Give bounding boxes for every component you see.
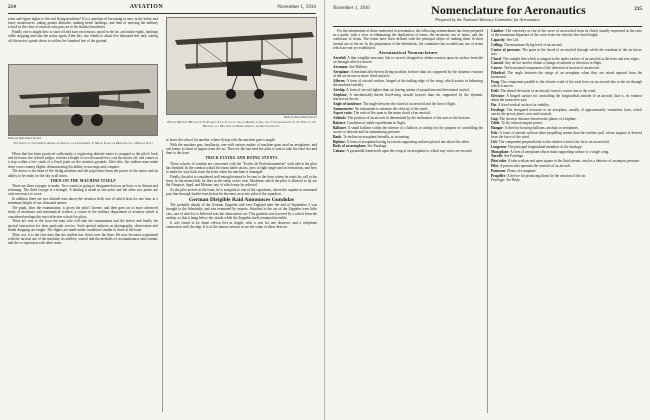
glossary-definition: The angle between the wings of an aeroplane when they are raised upward from the horizontal. xyxy=(491,70,642,80)
glossary-entry: Airplane: A mechanically-driven fixed-wing aircraft heavier than air, supported by the dynamic reaction of the air. xyxy=(333,92,483,102)
glossary-entry: Center of pressure: The point in the chord of an aerofoil through which the resultant of the air forces acts. xyxy=(491,47,642,56)
glossary-term: Monoplane xyxy=(491,149,509,154)
glossary-entry: Dihedral: The angle between the wings of an aeroplane when they are raised upward from the horizontal. xyxy=(491,70,642,80)
page-number: 215 xyxy=(634,6,642,12)
glossary-term: Aspect ratio xyxy=(333,111,352,116)
glossary-entry: Airship: A form of aircraft lighter than air, having means of propulsion and directional control. xyxy=(333,88,470,93)
glossary-term: Aileron xyxy=(333,79,345,84)
section-heading: TRICK FLYING AND DOING STUNTS xyxy=(205,156,278,161)
photo-credit: Photo by Kean Naeve Service xyxy=(8,137,42,140)
glossary-term: Aeronaut xyxy=(333,65,348,70)
glossary-entry: Attitude: The position of an aircraft as determined by the inclination of the axes to the horizon. xyxy=(333,116,471,121)
glossary-definition: A form of aircraft without other propelling means than the towline pull, whose support is derived from the force of the wind. xyxy=(491,130,642,140)
glossary-term: Course xyxy=(491,66,502,71)
glossary-definition: The lateral deviation of an aircraft from its course due to the wind. xyxy=(500,88,597,93)
paragraph: There are sent to the front the men who will take the examination and the brevet and finally the special instruction for their particular service. Such special subjects as photography, observation and bomb dropping are taught. The flights are made under conditions similar to those at the front. xyxy=(8,219,158,232)
glossary-entry: Drift: The lateral deviation of an aircraft from its course due to the wind. xyxy=(491,88,597,93)
glossary-term: Pitot tube xyxy=(491,159,507,164)
glossary-term: Attitude xyxy=(333,116,346,121)
glossary-definition: A hinged surface for controlling the longitudinal attitude of an aircraft; that is, its rotation about the transverse axis. xyxy=(491,93,642,102)
glossary-term: Ballonet xyxy=(333,125,346,130)
glossary-definition: The angle between the chord of an aerofoil and the line of flight. xyxy=(363,101,456,106)
glossary-definition: The maximum flying level of an aircraft. xyxy=(503,42,563,47)
article-heading: German Dirigible Raid Announces Gondolas xyxy=(188,196,295,203)
section-heading: THEN ON THE MACHINE ITSELF xyxy=(50,178,116,183)
glossary-entry: Cabane: A pyramidal framework upon the wing of an aeroplane to which stay wires are secured. xyxy=(333,149,473,154)
glossary-definition: The position of an aircraft as determined by the inclination of the axes to the horizon. xyxy=(347,116,471,121)
glossary-term: Balance xyxy=(333,121,346,125)
glossary-definition: The convexity or rise of the curve of an aerofoil from its chord, usually expressed as the ratio of the maximum departure of the curve from the chord to the chord length. xyxy=(491,29,642,38)
glossary-definition: See Fuselage. xyxy=(504,154,524,159)
glossary-entry: Chord: The straight line which is tangent to the under surface of an aerofoil at the front and rear edges. xyxy=(491,56,640,61)
glossary-term: Elevator xyxy=(491,93,505,98)
section-heading: Aeronautical Nomenclature xyxy=(378,50,438,56)
glossary-term: Capacity xyxy=(491,38,505,42)
glossary-entry: Body of an aeroplane: See Fuselage. xyxy=(333,144,388,149)
glossary-entry: Biplane: A form of aeroplane having two main supporting surfaces placed one above the other. xyxy=(333,139,470,144)
glossary-definition: A mechanically-driven flying machine, heavier than air, supported by the dynamic reaction of the air on one or more fixed surfaces. xyxy=(333,70,483,79)
glossary-definition: A form of aircraft surface, hinged at the trailing edge of the wing, which assists in balancing the machine laterally. xyxy=(333,79,483,88)
glossary-definition: A person who operates the controls of an aircraft. xyxy=(499,163,571,168)
paragraph: Finally one is taught how to start off and start each motor, spiral in the air, and make eights, landings while stopping and start the motor again. After this, one climbs to about five thousand feet, and, cutting off the motor, spirals down to within five hundred feet of the ground. xyxy=(8,30,158,43)
glossary-entry: Hangar: A shed for housing balloons, airships or aeroplanes. xyxy=(491,126,579,131)
glossary-entry: Ceiling: The maximum flying level of an aircraft. xyxy=(491,42,563,47)
glossary-definition: See Fuselage. xyxy=(367,144,388,149)
glossary-term: Body of an aeroplane xyxy=(333,144,366,149)
paragraph: Finally the pilot is considered well enough trained to be sent to the front where he waits his call to the front. In the meanwhile, he flies in the camp on his own. Machines which the pilot is allowed to fly are the Nieuport, Spad, and Morane, any of which may be selected. xyxy=(166,174,317,188)
glossary-term: Propeller xyxy=(491,173,506,178)
glossary-term: Pilot xyxy=(491,163,499,168)
glossary-entry: Aeroplane: A mechanically-driven flying machine, heavier than air, supported by the dynamic reaction of the air on one or more fixed surfaces. xyxy=(333,70,483,79)
photo-french-biplane xyxy=(166,17,317,115)
glossary-term: Airship xyxy=(333,88,345,93)
glossary-entry: Aerofoil: A thin winglike structure, flat or curved, designed to obtain reaction upon its surface from the air through which it moves. xyxy=(333,56,483,65)
glossary-definition: A device for producing thrust by the reaction of the air. xyxy=(507,173,587,178)
glossary-list xyxy=(333,56,483,153)
glossary-definition: See Balloon. xyxy=(349,65,368,70)
paragraph: For the information of those interested in aeronautics, the following nomenclature has been prepared as a guide, with a view to eliminating the duplication of terms, the erroneous use of terms, and the confusion of terms. The terms have been defined with the principal object of making them fit their normal use in the art. In the preparation of the definitions, the committee has avoided any use of terms which are not yet established. xyxy=(333,29,483,50)
aeroplane-photo-image xyxy=(9,65,158,136)
glossary-entry: Bank: To incline an aeroplane laterally, as in turning. xyxy=(333,134,410,139)
glossary-term: Center of pressure xyxy=(491,47,520,52)
glossary-entry: Fuselage: The elongated structure of an aeroplane, usually of approximately streamline form, which carries the power plant, crew and controls. xyxy=(491,107,642,116)
photo-caption: French Military Biplane of the Farman Type. It has no fins or Rudder of Ae, and it's Concentrated on the Wing of the Machine as a Machine for Bombardments and Reconnaissance. xyxy=(167,120,316,128)
glossary-definition: The ratio of the span to the mean chord of an aerofoil. xyxy=(353,111,432,116)
left-col1-top xyxy=(8,17,158,62)
glossary-definition: A thin winglike structure, flat or curved, designed to obtain reaction upon its surface from the air through which it moves. xyxy=(333,56,483,65)
footer-note: Fuselage: See Body. xyxy=(491,178,521,183)
glossary-term: Kite xyxy=(491,130,498,135)
glossary-entry: Capacity: See Lift. xyxy=(491,38,520,42)
paragraph: The pupil, after the examination, is given the pilot's license, and then goes on to more advanced study of machines and aeronautical science, a course in the military department of aviation which is considered perhaps the most effective school for pilots. xyxy=(8,206,158,219)
paragraph: Then, too, it is the first time that the student has flown over the lines. He now becomes acquainted with the tactical use of the machine, its artillery control and the methods of reconnaissance and combat, and the co-operation with other arms. xyxy=(8,232,158,246)
glossary-entry: Anemometer: An instrument to measure the velocity of the wind. xyxy=(333,106,428,111)
photo-caption: The Spouts in this German Aeroplane Appear to be Unfinished. It Might Easily be Mistaken for a Bergius Walt xyxy=(13,141,153,145)
glossary-definition: The component parallel to the relative wind of the total force on an aircraft due to the air through which it moves. xyxy=(491,79,642,89)
glossary-list xyxy=(491,29,642,178)
page-header xyxy=(333,4,642,24)
glossary-entry: Elevator: A hinged surface for controlling the longitudinal attitude of an aircraft; that is, its rotation about the transverse axis. xyxy=(491,93,642,102)
glossary-term: Cabane xyxy=(333,149,345,154)
glossary-definition: A fixed vertical surface for stability. xyxy=(497,102,550,107)
glossary-term: Drift xyxy=(491,88,499,93)
glossary-entry: Course: The horizontal component of the direction of motion of an aircraft. xyxy=(491,66,600,71)
glossary-definition: A tube with an end open square to the fluid stream, used as a detector of an impact pressure. xyxy=(507,159,641,164)
header-rule xyxy=(333,26,642,27)
glossary-entry: Pilot: A person who operates the controls of an aircraft. xyxy=(491,163,571,168)
glossary-definition: A form of aeroplane whose main supporting surface is a single wing. xyxy=(510,149,610,154)
glossary-term: Gap xyxy=(491,116,498,121)
glossary-term: Camber xyxy=(491,29,504,33)
glossary-entry: Kite: A form of aircraft without other propelling means than the towline pull, whose support is derived from the force of the wind. xyxy=(491,130,642,140)
glossary-term: Control xyxy=(491,61,503,66)
glossary-definition: The principal longitudinal members of the fuselage. xyxy=(507,144,583,149)
glossary-entry: Drag: The component parallel to the relative wind of the total force on an aircraft due to the air through which it moves. xyxy=(491,79,642,89)
glossary-definition: A pyramidal framework upon the wing of an aeroplane to which stay wires are secured. xyxy=(346,149,473,154)
paragraph: turns and figure eights to the real flying machines! It is a question of becoming at once in the better and fancy manoeuvres, taking greater altitudes, making better landings, and then of entering the military school in the class of aviators who pass on to the finished machines. xyxy=(8,17,158,30)
paragraph: These schools of combat are concerned with the "Ecoles de Perfectionnement" with which the pilot has finished. In the combat school he learns battle tactics, how to fight single and in formations, and how to make his way back from the front when his machine is damaged. xyxy=(166,161,317,175)
page-header xyxy=(8,4,316,14)
photo-german-aeroplane xyxy=(8,64,158,136)
glossary-entry: Nacelle: See Fuselage. xyxy=(491,154,524,159)
glossary-entry: Glide: To fly without engine power. xyxy=(491,121,543,126)
paragraph: It was found to be about eleven feet in length, with a seat for one observer, and a telephone connection with the ship. It is of the utmost interest to see the value of these devices. xyxy=(166,220,317,229)
glossary-entry: Pitot tube: A tube with an end open square to the fluid stream, used as a detector of an impact pressure. xyxy=(491,159,641,164)
glossary-term: Bank xyxy=(333,134,342,139)
right-col1 xyxy=(333,29,483,416)
paragraph: The probable details of the German Zeppelin raid over England after the end of September 2 was brought to the Admiralty, and was examined by experts. Attached to the car of the Zeppelin were little cars, one of which it is believed was the observation car. This gondola was lowered by a winch from the airship, so that it hung below the clouds while the Zeppelin itself remained invisible. xyxy=(166,203,317,220)
glossary-definition: The component perpendicular to the relative wind of the force on an aerofoil. xyxy=(498,139,610,144)
glossary-term: Airplane xyxy=(333,92,347,97)
glossary-entry: Control: Any device used to obtain a change of attitude or direction in flight. xyxy=(491,61,603,66)
glossary-definition: The point in the chord of an aerofoil through which the resultant of the air forces acts. xyxy=(491,47,642,56)
glossary-entry: Gap: The shortest distance between the planes of a biplane. xyxy=(491,116,577,121)
paragraph: The motor is the heart of the flying machine and the pupil must learn the power of the motor and its ability to be ready for the sky at all times. xyxy=(8,169,158,178)
article-title: Nomenclature for Aeronautics xyxy=(431,3,586,17)
glossary-term: Glide xyxy=(491,121,500,126)
glossary-definition: A form of aeroplane having two main supporting surfaces placed one above the other. xyxy=(346,139,470,144)
right-col2 xyxy=(491,29,642,416)
glossary-definition: A shed for housing balloons, airships or aeroplanes. xyxy=(504,126,579,131)
glossary-definition: The elongated structure of an aeroplane, usually of approximately streamline form, which carries the power plant, crew and controls. xyxy=(491,107,642,116)
paragraph: In addition there are two altitude tests above the aviation field, one of which lasts for one hour at a minimum height of two thousand metres. xyxy=(8,197,158,206)
glossary-definition: A form of aircraft lighter than air, having means of propulsion and directional control. xyxy=(346,88,470,93)
glossary-definition: The straight line which is tangent to the under surface of an aerofoil at the front and rear edges. xyxy=(502,56,640,61)
glossary-definition: The horizontal component of the direction of motion of an aircraft. xyxy=(503,66,600,71)
glossary-definition: To fly without engine power. xyxy=(501,121,543,126)
right-page xyxy=(325,0,650,420)
photo-credit: Photo by Kean Naeve Service xyxy=(283,116,317,119)
glossary-definition: A mechanically-driven fixed-wing aircraft heavier than air, supported by the dynamic reaction of the air. xyxy=(333,92,483,102)
glossary-definition: Any device used to obtain a change of attitude or direction in flight. xyxy=(504,61,603,66)
glossary-entry: Aileron: A form of aircraft surface, hinged at the trailing edge of the wing, which assists in balancing the machine laterally. xyxy=(333,79,483,88)
glossary-entry: Aspect ratio: The ratio of the span to the mean chord of an aerofoil. xyxy=(333,111,432,116)
glossary-term: Biplane xyxy=(333,139,345,144)
biplane-photo-image xyxy=(167,18,317,115)
glossary-entry: Propeller: A device for producing thrust by the reaction of the air. xyxy=(491,173,587,178)
left-col1-bottom xyxy=(8,152,158,416)
paragraph: to leave the school for another, where flying with the machine gun is taught. xyxy=(166,138,276,142)
column-rule xyxy=(162,150,163,412)
glossary-entry: Ballonet: A small balloon within the interior of a balloon or airship for the purpose of controlling the ascent or descent and for maintaining pressure. xyxy=(333,125,483,134)
glossary-entry: Balance: Condition of stable equilibrium in flight. xyxy=(333,121,406,125)
paragraph: When that has been practiced sufficiently, a registering altitude meter is strapped to the pilot's back and he leaves the official judges, reaches a height of two thousand feet, cuts the motor off, and comes to a stop within a few yards of a fixed point on the aviation grounds. After this, the student must make three cross country flights, demonstrating his ability to use map and compass. xyxy=(8,152,158,169)
glossary-term: Aeroplane xyxy=(333,70,349,75)
glossary-term: Fin xyxy=(491,102,497,107)
glossary-term: Anemometer xyxy=(333,106,353,111)
glossary-definition: The shortest distance between the planes of a biplane. xyxy=(499,116,577,121)
glossary-definition: A small balloon within the interior of a balloon or airship for the purpose of controlling the ascent or descent and for maintaining pressure. xyxy=(333,125,483,134)
glossary-term: Nacelle xyxy=(491,154,503,159)
glossary-term: Longeron xyxy=(491,144,506,149)
glossary-entry: Fin: A fixed vertical surface for stability. xyxy=(491,102,550,107)
glossary-entry: Pontoons: Floats of a seaplane. xyxy=(491,168,537,173)
paragraph: With the machine gun, familiarity, one with various makes of machine guns used on aeroplanes, and one learns to shoot at targets from the air. Then for the last time the pilot is sent to take his final test and then to the front. xyxy=(166,142,317,156)
glossary-term: Lift xyxy=(491,139,497,144)
magazine-title: AVIATION xyxy=(129,4,164,10)
glossary-entry: Monoplane: A form of aeroplane whose main supporting surface is a single wing. xyxy=(491,149,610,154)
glossary-term: Ceiling xyxy=(491,42,502,47)
glossary-definition: To incline an aeroplane laterally, as in turning. xyxy=(343,134,410,139)
glossary-entry: Angle of incidence: The angle between the chord of an aerofoil and the line of flight. xyxy=(333,101,456,106)
glossary-term: Aerofoil xyxy=(333,56,346,61)
glossary-definition: Condition of stable equilibrium in flight. xyxy=(347,121,406,125)
glossary-definition: An instrument to measure the velocity of the wind. xyxy=(354,106,428,111)
issue-date: November 1, 1916 xyxy=(333,6,370,11)
column-rule xyxy=(487,29,488,413)
left-col2 xyxy=(166,138,317,416)
glossary-term: Hangar xyxy=(491,126,503,131)
glossary-term: Pontoons xyxy=(491,168,506,173)
article-subtitle: Prepared by the National Advisory Committee for Aeronautics xyxy=(435,17,540,22)
issue-date: November 1, 1916 xyxy=(277,4,316,10)
page-number: 214 xyxy=(8,4,16,10)
glossary-definition: Floats of a seaplane. xyxy=(507,168,537,173)
paragraph: There are three voyages to make. Two consist in going to designated towns an hour or so distant and returning. The third voyage is a triangle. A landing is made at one point and the other two points are only necessary to cross. xyxy=(8,184,158,197)
glossary-entry: Camber: The convexity or rise of the curve of an aerofoil from its chord, usually expressed as the ratio of the maximum departure of the curve from the chord to the chord length. xyxy=(491,29,642,38)
glossary-definition: See Lift. xyxy=(506,38,520,42)
glossary-entry: Aeronaut: See Balloon. xyxy=(333,65,368,70)
glossary-term: Angle of incidence xyxy=(333,101,362,106)
glossary-term: Fuselage xyxy=(491,107,505,112)
glossary-term: Chord xyxy=(491,56,501,61)
glossary-entry: Lift: The component perpendicular to the relative wind of the force on an aerofoil. xyxy=(491,139,610,144)
paragraph: As the pilot arrives at the front, he is assigned to one of the squadrons, where the captain in command puts him through further tests before he becomes an active pilot of the squadron. xyxy=(166,188,317,197)
glossary-term: Dihedral xyxy=(491,70,505,75)
glossary-term: Drag xyxy=(491,79,499,84)
glossary-entry: Longeron: The principal longitudinal members of the fuselage. xyxy=(491,144,583,149)
